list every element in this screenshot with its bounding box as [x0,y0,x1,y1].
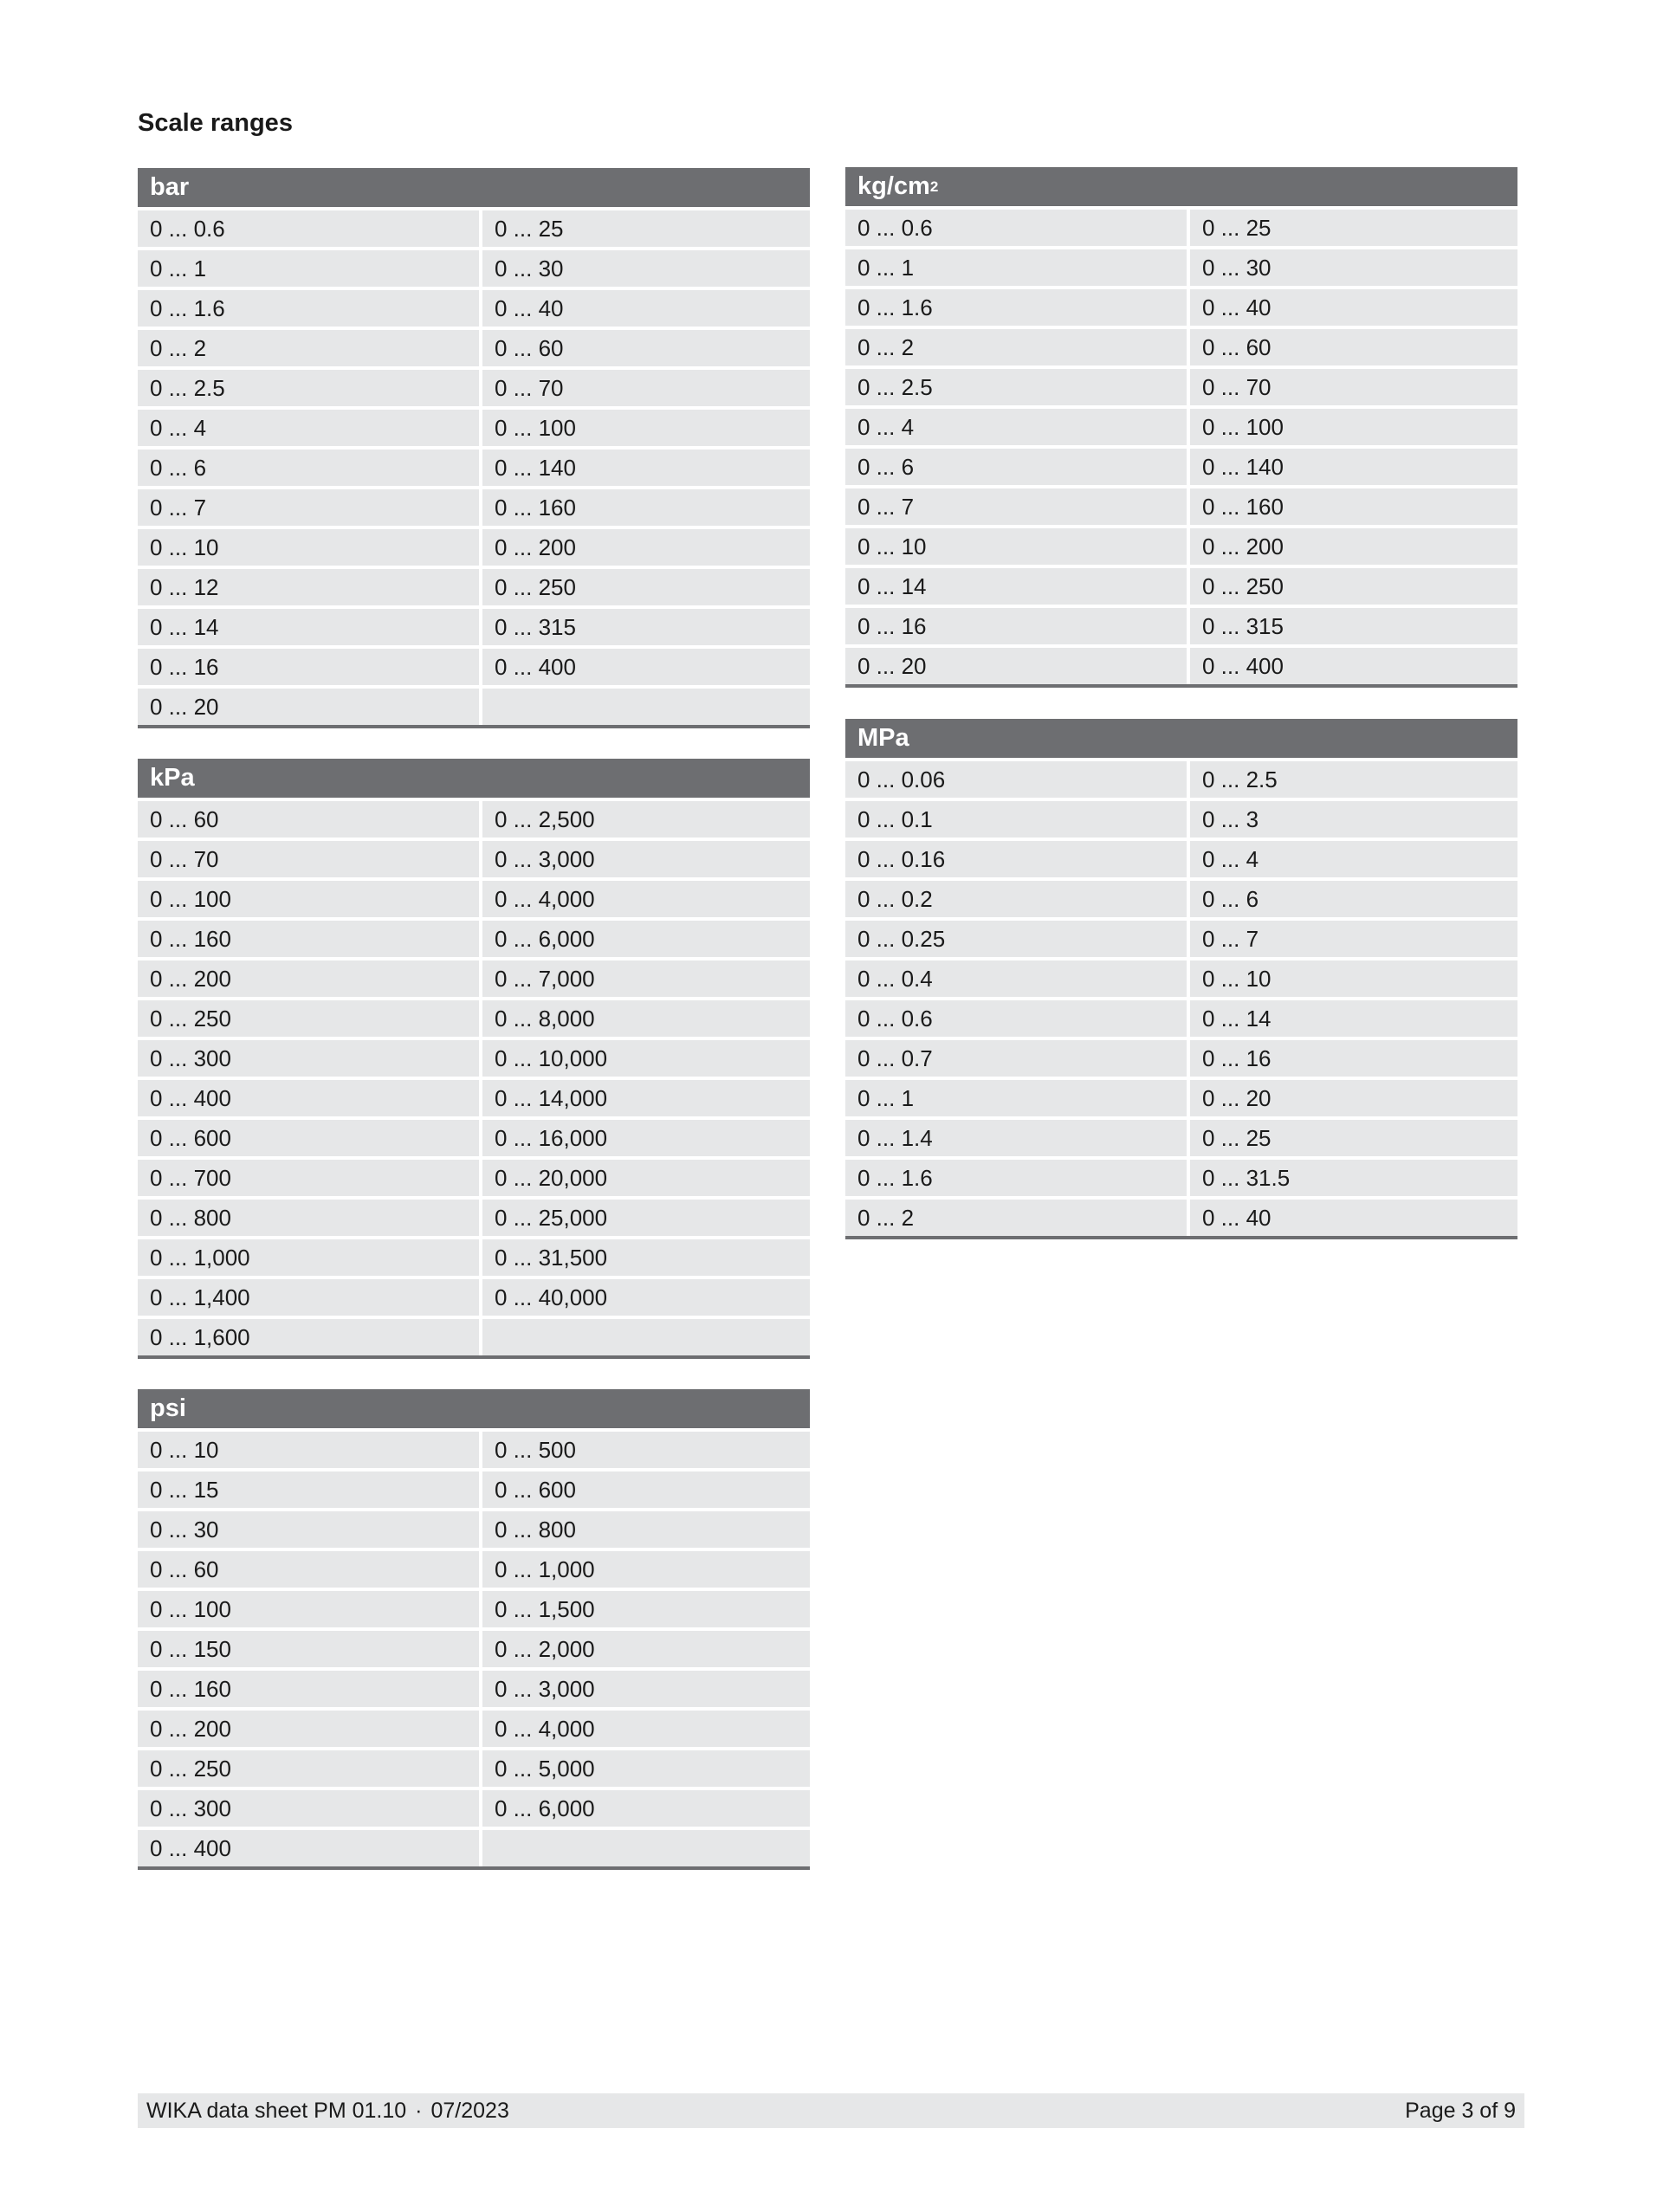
range-cell-left: 0 ... 1 [845,249,1187,286]
footer-separator: · [415,2098,423,2123]
table-row [138,450,810,486]
range-cell-left: 0 ... 16 [845,608,1187,644]
range-cell-right: 0 ... 4 [1190,841,1517,877]
table-row [138,649,810,685]
range-cell-right: 0 ... 14 [1190,1000,1517,1037]
table-header-psi [138,1389,810,1428]
range-cell-left: 0 ... 1.4 [845,1120,1187,1156]
table-row [138,370,810,406]
range-cell-left: 0 ... 16 [138,649,479,685]
range-cell-right: 0 ... 30 [1190,249,1517,286]
range-cell-right: 0 ... 4,000 [482,1711,810,1747]
table-row [845,1160,1517,1196]
range-cell-left: 0 ... 14 [845,568,1187,605]
table-row [845,1200,1517,1236]
range-cell-right: 0 ... 60 [482,330,810,366]
range-cell-left: 0 ... 160 [138,1671,479,1707]
range-cell-right: 0 ... 600 [482,1471,810,1508]
range-cell-right: 0 ... 16,000 [482,1120,810,1156]
range-cell-right: 0 ... 40,000 [482,1279,810,1316]
range-cell-left: 0 ... 4 [845,409,1187,445]
table-row [138,1551,810,1588]
range-cell-left: 0 ... 15 [138,1471,479,1508]
table-header-mpa [845,719,1517,758]
table-bar [138,168,810,728]
range-cell-right: 0 ... 315 [1190,608,1517,644]
table-kpa [138,759,810,1359]
range-cell-left: 0 ... 7 [138,489,479,526]
table-bottom-rule [138,725,810,728]
table-row [845,881,1517,917]
range-cell-right [482,1830,810,1866]
range-cell-left: 0 ... 30 [138,1511,479,1548]
table-row [138,801,810,838]
page-footer [138,2093,1524,2128]
range-cell-left: 0 ... 12 [138,569,479,605]
table-row [845,761,1517,798]
range-cell-right: 0 ... 7 [1190,921,1517,957]
table-row [845,528,1517,565]
table-header-bar [138,168,810,207]
range-cell-right: 0 ... 40 [482,290,810,327]
range-cell-right: 0 ... 6 [1190,881,1517,917]
table-row [845,1080,1517,1116]
range-cell-right: 0 ... 14,000 [482,1080,810,1116]
range-cell-left: 0 ... 1 [845,1080,1187,1116]
range-cell-right: 0 ... 100 [1190,409,1517,445]
table-row [138,1511,810,1548]
table-row [845,648,1517,684]
table-unit-label: kPa [150,764,195,792]
range-cell-right [482,1319,810,1355]
range-cell-left: 0 ... 600 [138,1120,479,1156]
table-row [138,921,810,957]
table-row [138,1790,810,1827]
range-cell-right: 0 ... 140 [1190,449,1517,485]
range-cell-right: 0 ... 70 [482,370,810,406]
range-cell-left: 0 ... 1,400 [138,1279,479,1316]
range-cell-left: 0 ... 300 [138,1040,479,1077]
table-bottom-rule [845,684,1517,688]
range-cell-right: 0 ... 3,000 [482,841,810,877]
table-unit-label: bar [150,173,190,201]
range-cell-left: 0 ... 7 [845,488,1187,525]
table-row [138,1040,810,1077]
range-cell-right: 0 ... 60 [1190,329,1517,365]
table-row [845,1120,1517,1156]
range-cell-right: 0 ... 1,000 [482,1551,810,1588]
range-cell-left: 0 ... 10 [138,529,479,566]
range-cell-right: 0 ... 2,500 [482,801,810,838]
range-cell-left: 0 ... 0.6 [138,210,479,247]
table-row [138,1711,810,1747]
table-row [845,921,1517,957]
range-cell-left: 0 ... 2.5 [845,369,1187,405]
range-cell-left: 0 ... 400 [138,1080,479,1116]
range-cell-right: 0 ... 5,000 [482,1750,810,1787]
range-cell-right: 0 ... 500 [482,1432,810,1468]
range-cell-left: 0 ... 0.6 [845,1000,1187,1037]
range-cell-left: 0 ... 300 [138,1790,479,1827]
table-row [845,488,1517,525]
range-cell-right: 0 ... 10,000 [482,1040,810,1077]
range-cell-left: 0 ... 60 [138,1551,479,1588]
table-row [845,369,1517,405]
range-cell-left: 0 ... 10 [138,1432,479,1468]
range-cell-left: 0 ... 700 [138,1160,479,1196]
range-cell-right: 0 ... 160 [1190,488,1517,525]
range-cell-right: 0 ... 6,000 [482,1790,810,1827]
table-row [845,249,1517,286]
table-bottom-rule [138,1866,810,1870]
range-cell-right: 0 ... 31.5 [1190,1160,1517,1196]
table-kgcm2 [845,167,1517,688]
range-cell-right: 0 ... 30 [482,250,810,287]
range-cell-right: 0 ... 25 [482,210,810,247]
table-row [138,1830,810,1866]
table-row [138,1279,810,1316]
range-cell-right: 0 ... 140 [482,450,810,486]
range-cell-left: 0 ... 200 [138,960,479,997]
table-row [138,1160,810,1196]
range-cell-right [482,689,810,725]
table-psi [138,1389,810,1870]
range-cell-right: 0 ... 40 [1190,1200,1517,1236]
range-cell-left: 0 ... 0.16 [845,841,1187,877]
table-mpa [845,719,1517,1239]
range-cell-left: 0 ... 250 [138,1750,479,1787]
range-cell-left: 0 ... 20 [138,689,479,725]
range-cell-right: 0 ... 16 [1190,1040,1517,1077]
range-cell-left: 0 ... 2 [138,330,479,366]
table-row [138,1000,810,1037]
table-row [845,329,1517,365]
table-row [845,960,1517,997]
table-unit-label: kg/cm [857,172,930,200]
range-cell-right: 0 ... 1,500 [482,1591,810,1627]
range-cell-right: 0 ... 400 [1190,648,1517,684]
range-cell-right: 0 ... 7,000 [482,960,810,997]
range-cell-right: 0 ... 400 [482,649,810,685]
table-unit-label: psi [150,1394,186,1422]
table-row [138,609,810,645]
table-row [845,841,1517,877]
table-row [138,1671,810,1707]
range-cell-left: 0 ... 0.4 [845,960,1187,997]
range-cell-left: 0 ... 14 [138,609,479,645]
range-cell-right: 0 ... 25 [1190,1120,1517,1156]
range-cell-left: 0 ... 160 [138,921,479,957]
table-row [138,410,810,446]
range-cell-left: 0 ... 0.2 [845,881,1187,917]
range-cell-left: 0 ... 1.6 [845,289,1187,326]
range-cell-left: 0 ... 2.5 [138,370,479,406]
footer-date: 07/2023 [430,2098,509,2123]
range-cell-right: 0 ... 25 [1190,210,1517,246]
range-cell-right: 0 ... 31,500 [482,1239,810,1276]
range-cell-left: 0 ... 1 [138,250,479,287]
table-row [138,1631,810,1667]
table-unit-label: MPa [857,724,909,752]
table-row [138,1120,810,1156]
range-cell-left: 0 ... 0.25 [845,921,1187,957]
table-row [138,1200,810,1236]
range-cell-left: 0 ... 100 [138,881,479,917]
table-row [138,1319,810,1355]
table-row [138,881,810,917]
table-row [138,1750,810,1787]
table-row [138,689,810,725]
table-row [138,290,810,327]
range-cell-left: 0 ... 2 [845,329,1187,365]
table-row [138,1432,810,1468]
footer-doc-title: WIKA data sheet PM 01.10 [146,2098,407,2123]
range-cell-right: 0 ... 8,000 [482,1000,810,1037]
range-cell-left: 0 ... 1,000 [138,1239,479,1276]
range-cell-right: 0 ... 200 [1190,528,1517,565]
range-cell-left: 0 ... 0.6 [845,210,1187,246]
table-row [138,1591,810,1627]
table-row [138,960,810,997]
table-row [138,330,810,366]
range-cell-left: 0 ... 10 [845,528,1187,565]
range-cell-right: 0 ... 2.5 [1190,761,1517,798]
range-cell-right: 0 ... 3 [1190,801,1517,838]
table-row [845,801,1517,838]
range-cell-left: 0 ... 2 [845,1200,1187,1236]
range-cell-right: 0 ... 2,000 [482,1631,810,1667]
table-row [138,489,810,526]
table-header-kgcm2: kg/cm 2 [845,167,1517,206]
range-cell-left: 0 ... 4 [138,410,479,446]
table-row [845,210,1517,246]
range-cell-left: 0 ... 20 [845,648,1187,684]
table-header-kpa [138,759,810,798]
range-cell-left: 0 ... 800 [138,1200,479,1236]
page-heading: Scale ranges [138,109,293,137]
range-cell-left: 0 ... 0.06 [845,761,1187,798]
range-cell-right: 0 ... 70 [1190,369,1517,405]
table-row [845,1040,1517,1077]
range-cell-right: 0 ... 25,000 [482,1200,810,1236]
table-row [138,1239,810,1276]
range-cell-left: 0 ... 1,600 [138,1319,479,1355]
range-cell-left: 0 ... 200 [138,1711,479,1747]
range-cell-right: 0 ... 4,000 [482,881,810,917]
range-cell-left: 0 ... 70 [138,841,479,877]
range-cell-right: 0 ... 6,000 [482,921,810,957]
table-row [138,250,810,287]
range-cell-left: 0 ... 6 [845,449,1187,485]
table-row [845,289,1517,326]
table-row [138,1080,810,1116]
table-bottom-rule [845,1236,1517,1239]
range-cell-left: 0 ... 100 [138,1591,479,1627]
range-cell-left: 0 ... 150 [138,1631,479,1667]
range-cell-right: 0 ... 20 [1190,1080,1517,1116]
table-row [138,529,810,566]
table-row [845,409,1517,445]
range-cell-right: 0 ... 10 [1190,960,1517,997]
range-cell-right: 0 ... 200 [482,529,810,566]
table-row [845,608,1517,644]
range-cell-right: 0 ... 160 [482,489,810,526]
range-cell-left: 0 ... 250 [138,1000,479,1037]
range-cell-right: 0 ... 250 [1190,568,1517,605]
range-cell-left: 0 ... 400 [138,1830,479,1866]
range-cell-right: 0 ... 20,000 [482,1160,810,1196]
table-row [138,569,810,605]
range-cell-right: 0 ... 315 [482,609,810,645]
range-cell-left: 0 ... 1.6 [138,290,479,327]
table-row [138,841,810,877]
footer-page-number: Page 3 of 9 [1405,2098,1516,2123]
range-cell-right: 0 ... 100 [482,410,810,446]
range-cell-right: 0 ... 40 [1190,289,1517,326]
table-row [138,1471,810,1508]
range-cell-right: 0 ... 3,000 [482,1671,810,1707]
footer-doc-info [146,2099,509,2124]
table-row [845,449,1517,485]
range-cell-left: 0 ... 1.6 [845,1160,1187,1196]
range-cell-left: 0 ... 0.7 [845,1040,1187,1077]
table-row [845,1000,1517,1037]
table-row [845,568,1517,605]
range-cell-right: 0 ... 250 [482,569,810,605]
range-cell-left: 0 ... 60 [138,801,479,838]
table-row [138,210,810,247]
table-bottom-rule [138,1355,810,1359]
range-cell-left: 0 ... 6 [138,450,479,486]
range-cell-right: 0 ... 800 [482,1511,810,1548]
range-cell-left: 0 ... 0.1 [845,801,1187,838]
